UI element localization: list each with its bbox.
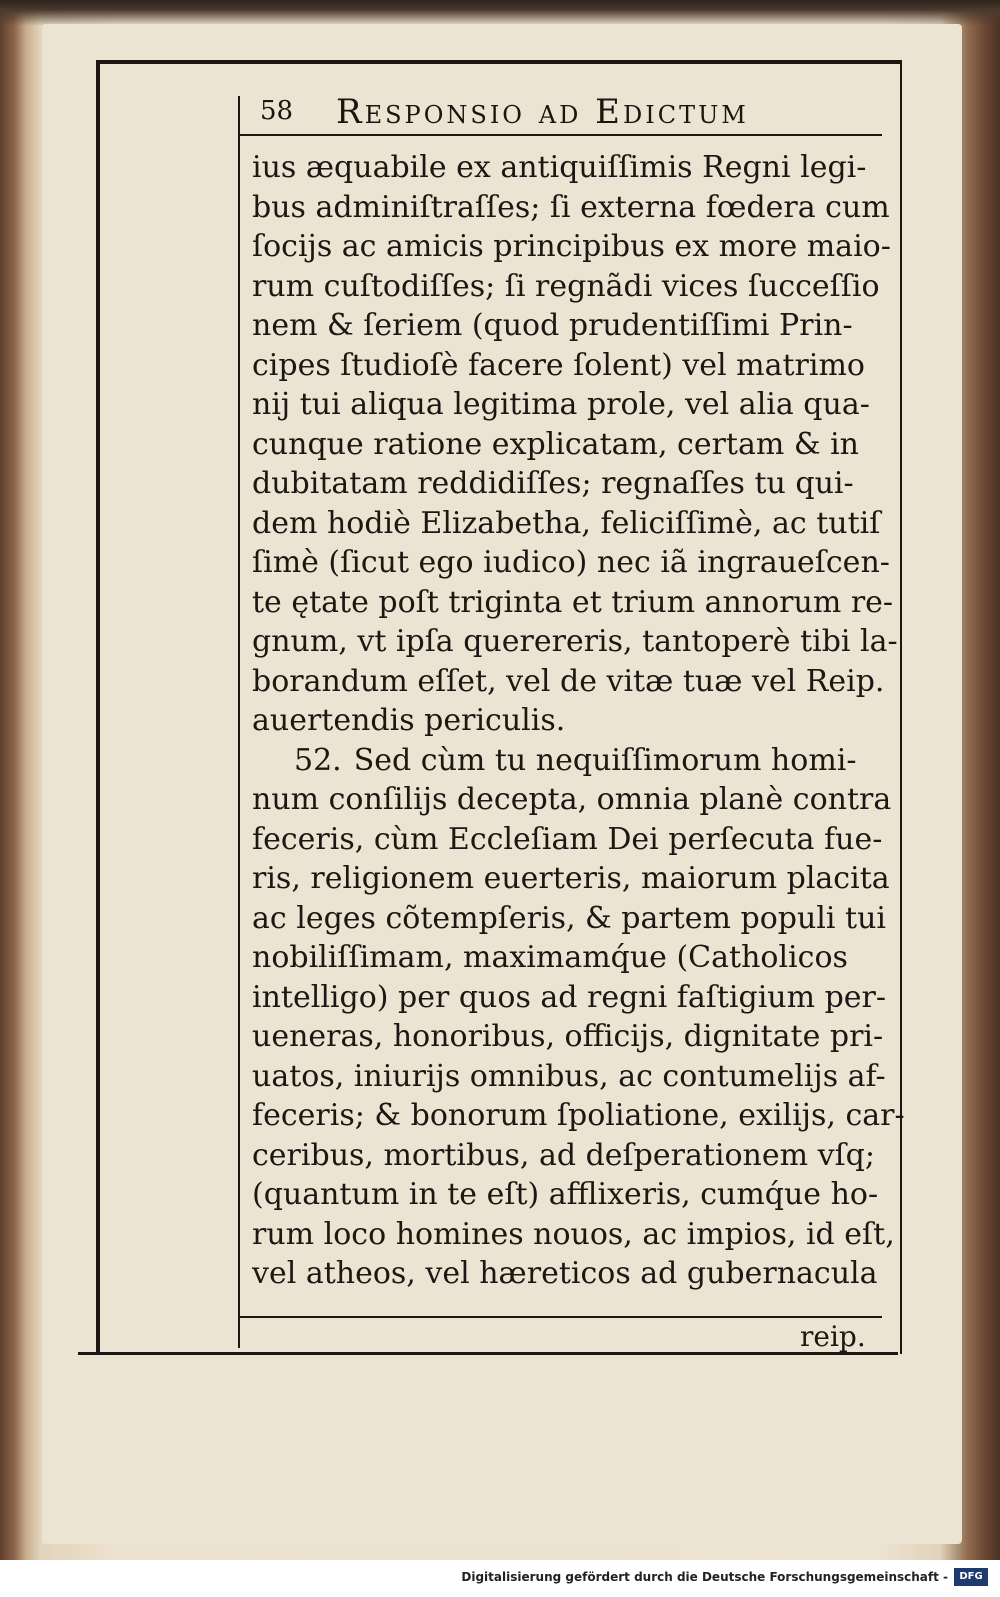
text-line: dubitatam reddidiſſes; regnaſſes tu qui- — [252, 466, 854, 501]
text-block-paragraph — [252, 780, 905, 1294]
frame-bottom-rule — [78, 1352, 898, 1355]
text-line: ius æquabile ex antiquiſſimis Regni legi- — [252, 150, 867, 185]
header-rule — [240, 134, 882, 136]
text-line: ueneras, honoribus, officijs, dignitate pri- — [252, 1019, 884, 1054]
paragraph-first-line: Sed cùm tu nequiſſimorum homi- — [353, 742, 857, 778]
text-line: te ętate poſt triginta et trium annorum re- — [252, 584, 894, 620]
text-bottom-rule — [240, 1316, 882, 1318]
text-line: nem & ſeriem (quod prudentiſſimi Prin- — [252, 308, 853, 343]
paragraph-start-line — [252, 741, 884, 781]
text-line: rum loco homines nouos, ac impios, id eſt, — [252, 1216, 895, 1252]
text-line: feceris, cùm Eccleſiam Dei perſecuta fue- — [252, 821, 883, 857]
text-line: dem hodiè Elizabetha, feliciſſimè, ac tutiſ — [252, 505, 881, 541]
text-line: auertendis periculis. — [252, 703, 566, 738]
running-title: Responsio ad Edictum — [336, 92, 749, 132]
text-block-opening — [252, 148, 898, 741]
page-number: 58 — [260, 96, 294, 126]
text-line: feceris; & bonorum ſpoliatione, exilijs, car- — [252, 1098, 905, 1133]
text-line: ſocijs ac amicis principibus ex more maio- — [252, 229, 891, 264]
binding-shadow — [0, 0, 1000, 26]
text-line: intelligo) per quos ad regni faſtigium per- — [252, 979, 887, 1015]
text-line: num conſilijs decepta, omnia planè contra — [252, 782, 892, 817]
paragraph-number: 52. — [294, 742, 342, 778]
text-line: ſimè (ſicut ego iudico) nec iã ingraueſcen- — [252, 545, 890, 580]
digitization-footer — [0, 1560, 1000, 1597]
text-line: cipes ſtudioſè facere ſolent) vel matrimo — [252, 347, 865, 383]
text-line: nobiliſſimam, maximamq́ue (Catholicos — [252, 940, 848, 975]
text-line: gnum, vt ipſa querereris, tantoperè tibi la- — [252, 624, 898, 659]
text-line: vel atheos, vel hæreticos ad gubernacula — [252, 1256, 878, 1291]
text-line: cunque ratione explicatam, certam & in — [252, 426, 860, 462]
margin-column-rule — [238, 96, 240, 1348]
running-head — [252, 92, 882, 132]
text-line: rum cuſtodiſſes; ſi regnãdi vices ſucceſſio — [252, 268, 880, 304]
text-line: bus adminiſtraſſes; ſi externa fœdera cum — [252, 189, 890, 225]
text-line: borandum eſſet, vel de vitæ tuæ vel Reip. — [252, 663, 885, 699]
catchword: reip. — [800, 1320, 866, 1353]
dfg-logo: DFG — [954, 1568, 988, 1586]
text-line: (quantum in te eſt) afflixeris, cumq́ue ho- — [252, 1177, 879, 1212]
body-text — [252, 148, 905, 1294]
text-line: nij tui aliqua legitima prole, vel alia qua- — [252, 387, 870, 422]
funding-credit: Digitalisierung gefördert durch die Deutsche Forschungsgemeinschaft - — [461, 1570, 948, 1584]
text-line: uatos, iniurijs omnibus, ac contumelijs af- — [252, 1058, 886, 1094]
text-line: ris, religionem euerteris, maiorum placita — [252, 861, 890, 896]
text-line: ac leges cõtempſeris, & partem populi tui — [252, 900, 886, 936]
text-line: ceribus, mortibus, ad deſperationem vſq; — [252, 1137, 875, 1173]
